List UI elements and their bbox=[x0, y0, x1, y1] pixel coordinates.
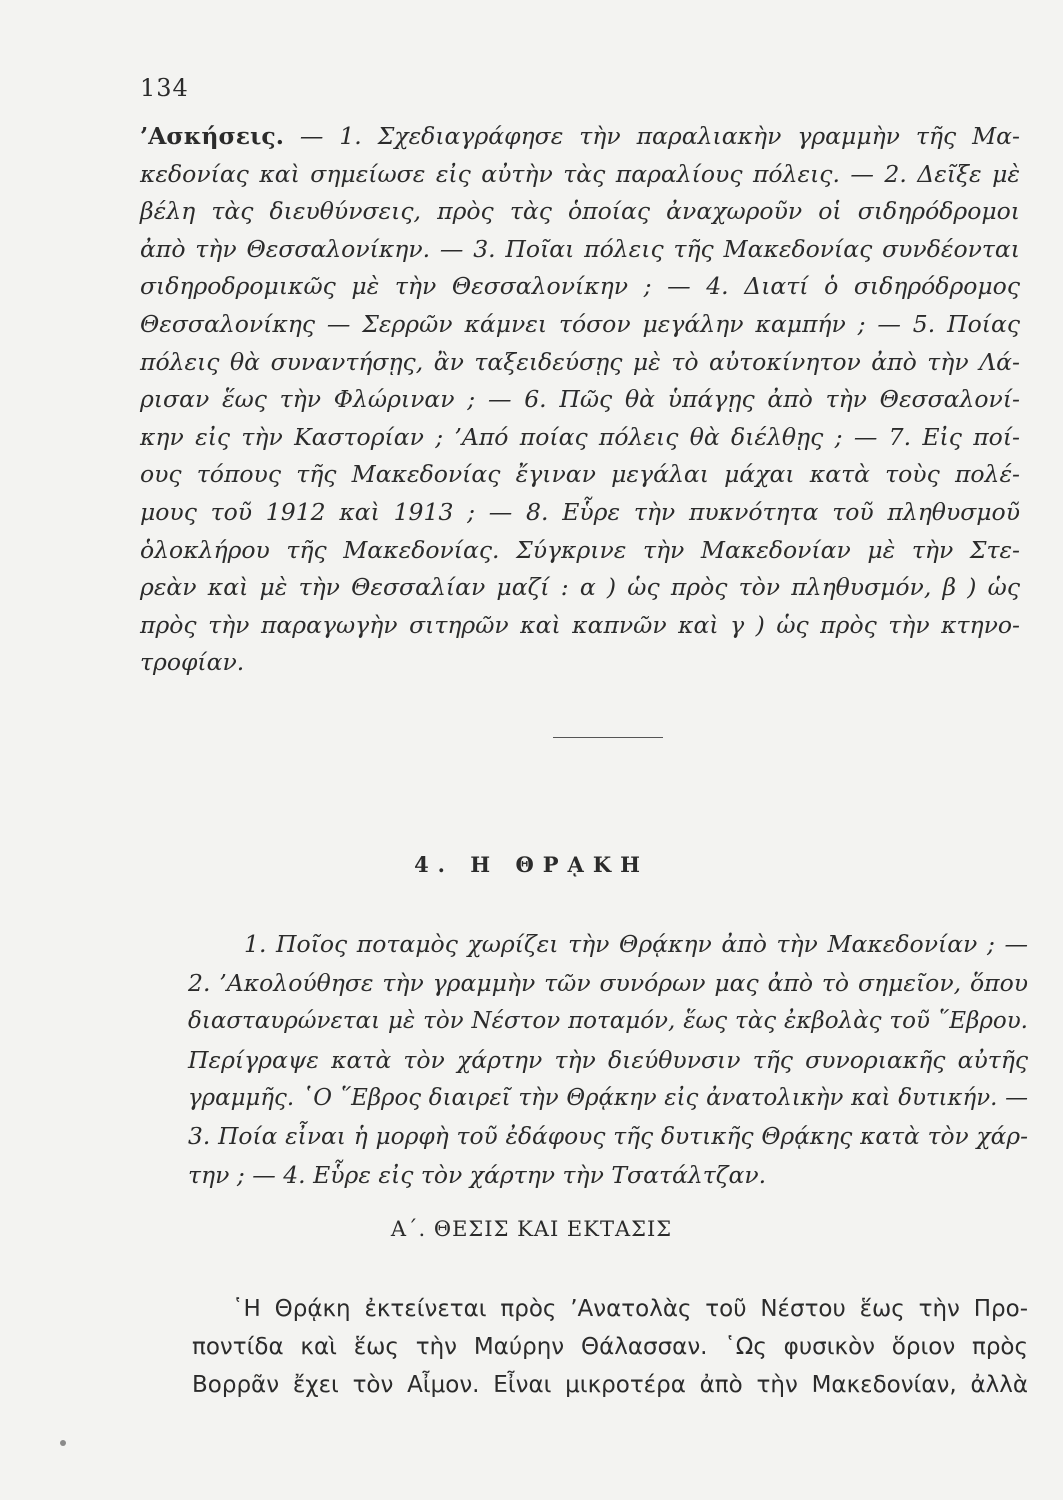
section-heading: 4. Η ΘΡᾼΚΗ bbox=[414, 852, 649, 877]
page-number: 134 bbox=[140, 74, 189, 102]
body-paragraph bbox=[192, 1290, 1028, 1404]
exercises-paragraph bbox=[140, 118, 1020, 682]
text-line: διασταυρώνεται μὲ τὸν Νέστον ποταμόν, ἕως τὰς ἐκβολὰς τοῦ ῞Εβρου. bbox=[188, 1008, 1028, 1034]
text-line: κην εἰς τὴν Καστορίαν ; ’Από ποίας πόλεις θὰ διέλθῃς ; — 7. Εἰς ποί- bbox=[140, 422, 1020, 451]
subsection-heading: Α΄. ΘΕΣΙΣ ΚΑΙ ΕΚΤΑΣΙΣ bbox=[390, 1217, 673, 1241]
text-line: ρεὰν καὶ μὲ τὴν Θεσσαλίαν μαζί : α ) ὡς πρὸς τὸν πληθυσμόν, β ) ὡς bbox=[140, 573, 1020, 602]
text-line: ὁλοκλήρου τῆς Μακεδονίας. Σύγκρινε τὴν Μακεδονίαν μὲ τὴν Στε- bbox=[140, 535, 1020, 564]
text-line: τροφίαν. bbox=[140, 648, 245, 677]
text-line: ποντίδα καὶ ἕως τὴν Μαύρην Θάλασσαν. ῾Ως φυσικὸν ὅριον πρὸς bbox=[192, 1334, 1028, 1360]
text-line: ρισαν ἕως τὴν Φλώριναν ; — 6. Πῶς θὰ ὑπάγῃς ἀπὸ τὴν Θεσσαλονί- bbox=[140, 385, 1020, 414]
paper-speck bbox=[60, 1440, 66, 1446]
text-line: ῾Η Θρᾴκη ἐκτείνεται πρὸς ’Ανατολὰς τοῦ Νέστου ἕως τὴν Προ- bbox=[232, 1296, 1028, 1322]
text-line: γραμμῆς. ῾Ο ῞Εβρος διαιρεῖ τὴν Θρᾴκην εἰς ἀνατολικὴν καὶ δυτικήν. — bbox=[188, 1085, 1028, 1111]
text-line: Βορρᾶν ἔχει τὸν Αἶμον. Εἶναι μικροτέρα ἀπὸ τὴν Μακεδονίαν, ἀλλὰ bbox=[192, 1372, 1028, 1398]
text-line: πόλεις θὰ συναντήσῃς, ἂν ταξειδεύσῃς μὲ τὸ αὐτοκίνητον ἀπὸ τὴν Λά- bbox=[140, 347, 1020, 376]
text-line: μους τοῦ 1912 καὶ 1913 ; — 8. Εὗρε τὴν πυκνότητα τοῦ πληθυσμοῦ bbox=[140, 497, 1020, 526]
text-line: βέλη τὰς διευθύνσεις, πρὸς τὰς ὁποίας ἀναχωροῦν οἱ σιδηρόδρομοι bbox=[140, 197, 1020, 226]
text-line: σιδηροδρομικῶς μὲ τὴν Θεσσαλονίκην ; — 4. Διατί ὁ σιδηρόδρομος bbox=[140, 272, 1020, 301]
text-line: πρὸς τὴν παραγωγὴν σιτηρῶν καὶ καπνῶν καὶ γ ) ὡς πρὸς τὴν κτηνο- bbox=[140, 610, 1020, 639]
text-line: Περίγραψε κατὰ τὸν χάρτην τὴν διεύθυνσιν τῆς συνοριακῆς αὐτῆς bbox=[188, 1045, 1028, 1074]
text-line: — 1. Σχεδιαγράφησε τὴν παραλιακὴν γραμμὴν τῆς Μα- bbox=[283, 122, 1020, 150]
text-line: ἀπὸ τὴν Θεσσαλονίκην. — 3. Ποῖαι πόλεις τῆς Μακεδονίας συνδέονται bbox=[140, 234, 1020, 263]
text-line: 3. Ποία εἶναι ἡ μορφὴ τοῦ ἐδάφους τῆς δυτικῆς Θρᾴκης κατὰ τὸν χάρ- bbox=[188, 1122, 1028, 1150]
questions-paragraph bbox=[188, 925, 1028, 1195]
text-line: κεδονίας καὶ σημείωσε εἰς αὐτὴν τὰς παραλίους πόλεις. — 2. Δεῖξε μὲ bbox=[140, 159, 1020, 188]
text-line: 1. Ποῖος ποταμὸς χωρίζει τὴν Θρᾴκην ἀπὸ τὴν Μακεδονίαν ; — bbox=[244, 930, 1028, 958]
exercises-heading: ’Ασκήσεις. bbox=[140, 122, 284, 150]
text-line: Θεσσαλονίκης — Σερρῶν κάμνει τόσον μεγάλην καμπήν ; — 5. Ποίας bbox=[140, 309, 1020, 338]
text-line: την ; — 4. Εὗρε εἰς τὸν χάρτην τὴν Τσατάλτζαν. bbox=[188, 1161, 767, 1189]
text-line: ους τόπους τῆς Μακεδονίας ἔγιναν μεγάλαι μάχαι κατὰ τοὺς πολέ- bbox=[140, 460, 1020, 489]
section-divider bbox=[553, 737, 663, 738]
text-line: 2. ’Ακολούθησε τὴν γραμμὴν τῶν συνόρων μας ἀπὸ τὸ σημεῖον, ὅπου bbox=[188, 968, 1028, 997]
